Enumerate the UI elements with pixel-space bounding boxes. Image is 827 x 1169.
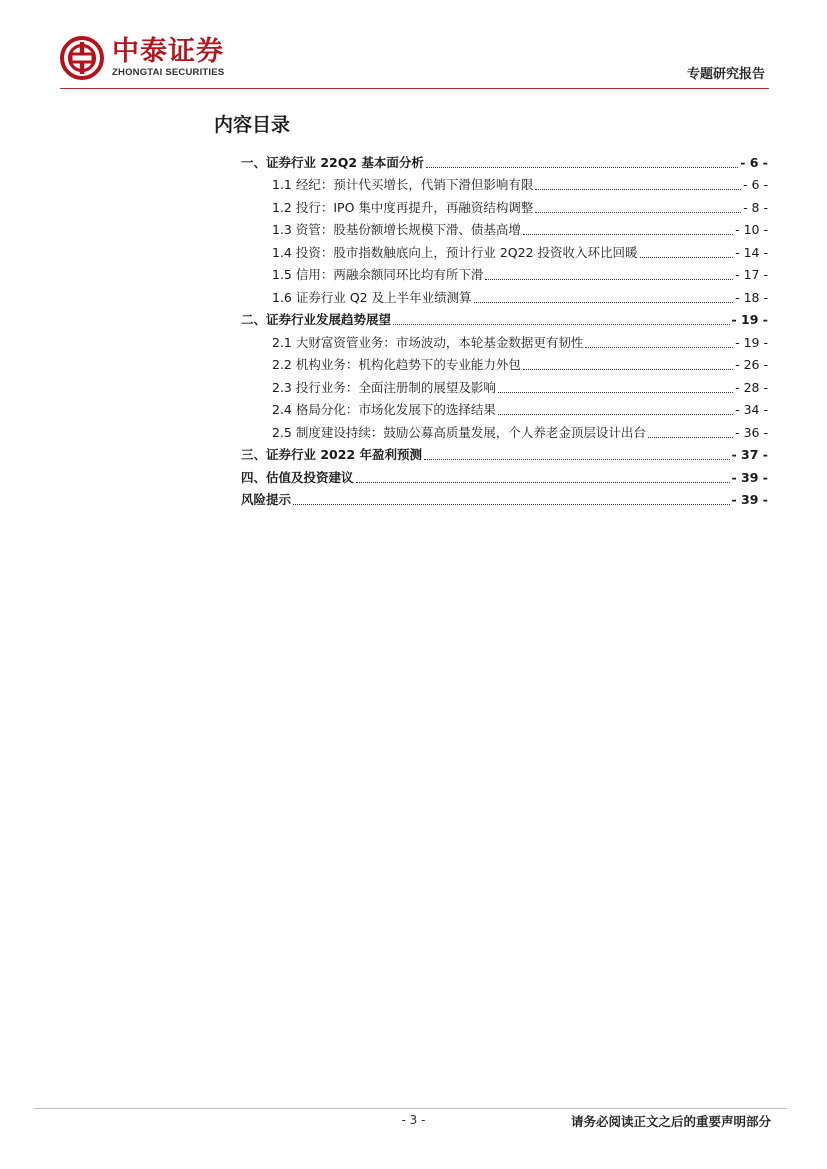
toc-entry-page: - 37 - <box>731 447 768 462</box>
toc-entry-page: - 19 - <box>735 334 768 350</box>
toc-entry[interactable] <box>241 148 768 171</box>
toc-entry[interactable] <box>241 486 768 509</box>
toc-entry-label: 2.4 格局分化：市场化发展下的选择结果 <box>272 402 496 417</box>
toc-entry-label: 1.6 证券行业 Q2 及上半年业绩测算 <box>272 289 472 305</box>
toc-dot-leader <box>585 335 733 348</box>
toc-entry-page: - 18 - <box>735 289 768 305</box>
toc-entry-page: - 36 - <box>735 424 768 440</box>
toc-entry-label: 1.5 信用：两融余额同环比均有所下滑 <box>272 267 484 282</box>
toc-entry-page: - 19 - <box>731 312 768 327</box>
toc-entry-label: 2.1 大财富资管业务：市场波动，本轮基金数据更有韧性 <box>272 334 584 350</box>
toc-entry-label: 三、证券行业 2022 年盈利预测 <box>241 447 422 462</box>
toc-dot-leader <box>498 380 733 393</box>
zhongtai-logo-icon <box>60 36 104 80</box>
toc-dot-leader <box>498 402 733 415</box>
toc-dot-leader <box>356 470 730 483</box>
toc-entry-page: - 14 - <box>735 244 768 260</box>
toc-entry[interactable] <box>241 441 768 464</box>
footer-divider <box>34 1108 787 1109</box>
header-divider <box>60 88 769 89</box>
toc-dot-leader <box>523 357 733 370</box>
logo-chinese-name: 中泰证券 <box>112 36 224 67</box>
toc-dot-leader <box>426 155 738 168</box>
toc-entry[interactable] <box>241 396 768 419</box>
toc-entry-label: 2.3 投行业务：全面注册制的展望及影响 <box>272 379 496 395</box>
toc-entry[interactable] <box>241 418 768 441</box>
toc-entry[interactable] <box>241 463 768 486</box>
company-logo <box>60 36 224 80</box>
toc-entry[interactable] <box>241 238 768 261</box>
toc-entry-page: - 34 - <box>735 402 768 417</box>
toc-entry[interactable] <box>241 328 768 351</box>
page-header <box>0 0 827 100</box>
toc-dot-leader <box>535 177 741 190</box>
toc-dot-leader <box>648 425 733 438</box>
toc-title: 内容目录 <box>214 114 291 136</box>
toc-entry[interactable] <box>241 171 768 194</box>
toc-entry-label: 二、证券行业发展趋势展望 <box>241 312 392 327</box>
toc-entry-label: 风险提示 <box>241 492 292 507</box>
toc-dot-leader <box>535 200 741 213</box>
toc-entry[interactable] <box>241 373 768 396</box>
toc-dot-leader <box>424 447 730 460</box>
toc-entry-label: 2.5 制度建设持续：鼓励公募高质量发展，个人养老金顶层设计出台 <box>272 424 646 440</box>
toc-entry-page: - 39 - <box>731 469 768 485</box>
toc-entry-label: 1.2 投行：IPO 集中度再提升，再融资结构调整 <box>272 199 534 215</box>
toc-entry-page: - 26 - <box>735 357 768 372</box>
toc-entry-label: 1.4 投资：股市指数触底向上，预计行业 2Q22 投资收入环比回暖 <box>272 244 638 260</box>
toc-dot-leader <box>474 290 734 303</box>
toc-entry[interactable] <box>241 306 768 329</box>
toc-entry[interactable] <box>241 283 768 306</box>
toc-dot-leader <box>640 245 734 258</box>
toc-dot-leader <box>393 312 730 325</box>
toc-entry-page: - 6 - <box>740 154 768 170</box>
toc-dot-leader <box>485 267 733 280</box>
toc-entry-label: 四、估值及投资建议 <box>241 469 354 485</box>
footer-disclaimer: 请务必阅读正文之后的重要声明部分 <box>570 1114 771 1129</box>
toc-dot-leader <box>293 492 730 505</box>
toc-entry-page: - 39 - <box>731 492 768 507</box>
table-of-contents <box>241 148 768 508</box>
toc-entry-label: 1.3 资管：股基份额增长规模下滑、债基高增 <box>272 222 521 237</box>
report-type-label: 专题研究报告 <box>686 67 765 82</box>
toc-entry-page: - 17 - <box>735 267 768 282</box>
page-number: - 3 - <box>401 1113 426 1127</box>
toc-entry-page: - 28 - <box>735 379 768 395</box>
toc-entry-label: 2.2 机构业务：机构化趋势下的专业能力外包 <box>272 357 521 372</box>
toc-entry-page: - 10 - <box>735 222 768 237</box>
toc-entry-label: 1.1 经纪：预计代买增长，代销下滑但影响有限 <box>272 177 534 192</box>
logo-english-name: ZHONGTAI SECURITIES <box>112 67 225 78</box>
toc-entry-label: 一、证券行业 22Q2 基本面分析 <box>241 154 424 170</box>
toc-entry-page: - 6 - <box>743 177 768 192</box>
toc-entry[interactable] <box>241 351 768 374</box>
toc-dot-leader <box>523 222 733 235</box>
toc-entry[interactable] <box>241 261 768 284</box>
toc-entry[interactable] <box>241 193 768 216</box>
toc-entry[interactable] <box>241 216 768 239</box>
toc-entry-page: - 8 - <box>743 199 768 215</box>
